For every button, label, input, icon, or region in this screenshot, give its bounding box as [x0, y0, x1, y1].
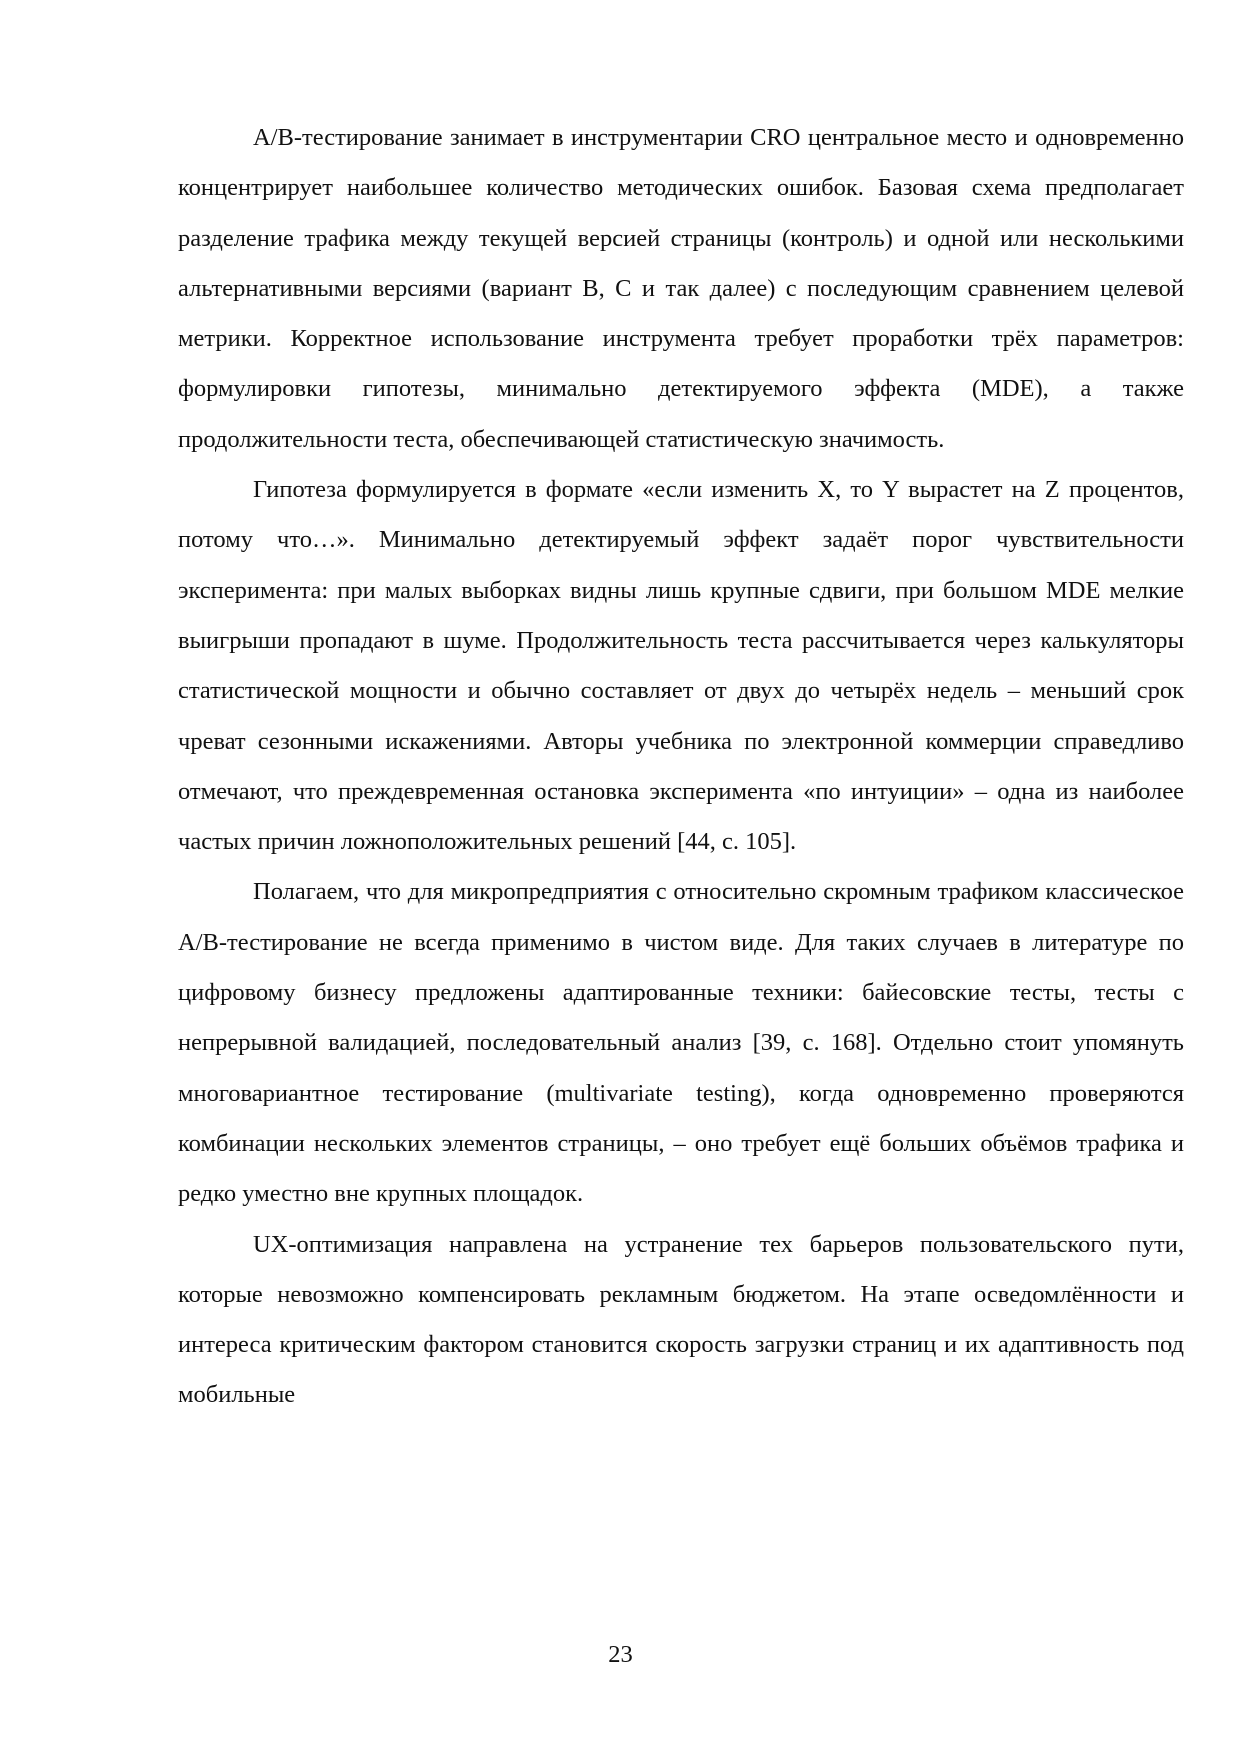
paragraph-hypothesis: Гипотеза формулируется в формате «если изменить X, то Y вырастет на Z процентов, потому что…». Минимально детектируемый эффект задаёт порог чувствительности эксперимента: при малых выборках видны лишь крупные сдвиги, при большом MDE мелкие выигрыши пропадают в шуме. Продолжительность теста рассчитывается через калькуляторы статистической мощности и обычно составляет от двух до четырёх недель – меньший срок чреват сезонными искажениями. Авторы учебника по электронной коммерции справедливо отмечают, что преждевременная остановка эксперимента «по интуиции» – одна из наиболее частых причин ложноположительных решений [44, с. 105].: [178, 476, 1184, 856]
page-number: 23: [608, 1641, 633, 1668]
paragraph-ab-testing: А/В-тестирование занимает в инструментарии CRO центральное место и одновременно концентрирует наибольшее количество методических ошибок. Базовая схема предполагает разделение трафика между текущей версией страницы (контроль) и одной или несколькими альтернативными версиями (вариант В, С и так далее) с последующим сравнением целевой метрики. Корректное использование инструмента требует проработки трёх параметров: формулировки гипотезы, минимально детектируемого эффекта (MDE), а также продолжительности теста, обеспечивающей статистическую значимость.: [178, 124, 1184, 453]
body-text: [178, 113, 1184, 1421]
paragraph-ux-optimization: UX-оптимизация направлена на устранение тех барьеров пользовательского пути, которые невозможно компенсировать рекламным бюджетом. На этапе осведомлённости и интереса критическим фактором становится скорость загрузки страниц и их адаптивность под мобильные: [178, 1230, 1184, 1409]
paragraph-micro-enterprise: Полагаем, что для микропредприятия с относительно скромным трафиком классическое А/В-тестирование не всегда применимо в чистом виде. Для таких случаев в литературе по цифровому бизнесу предложены адаптированные техники: байесовские тесты, тесты с непрерывной валидацией, последовательный анализ [39, с. 168]. Отдельно стоит упомянуть многовариантное тестирование (multivariate testing), когда одновременно проверяются комбинации нескольких элементов страницы, – оно требует ещё больших объёмов трафика и редко уместно вне крупных площадок.: [178, 878, 1184, 1208]
